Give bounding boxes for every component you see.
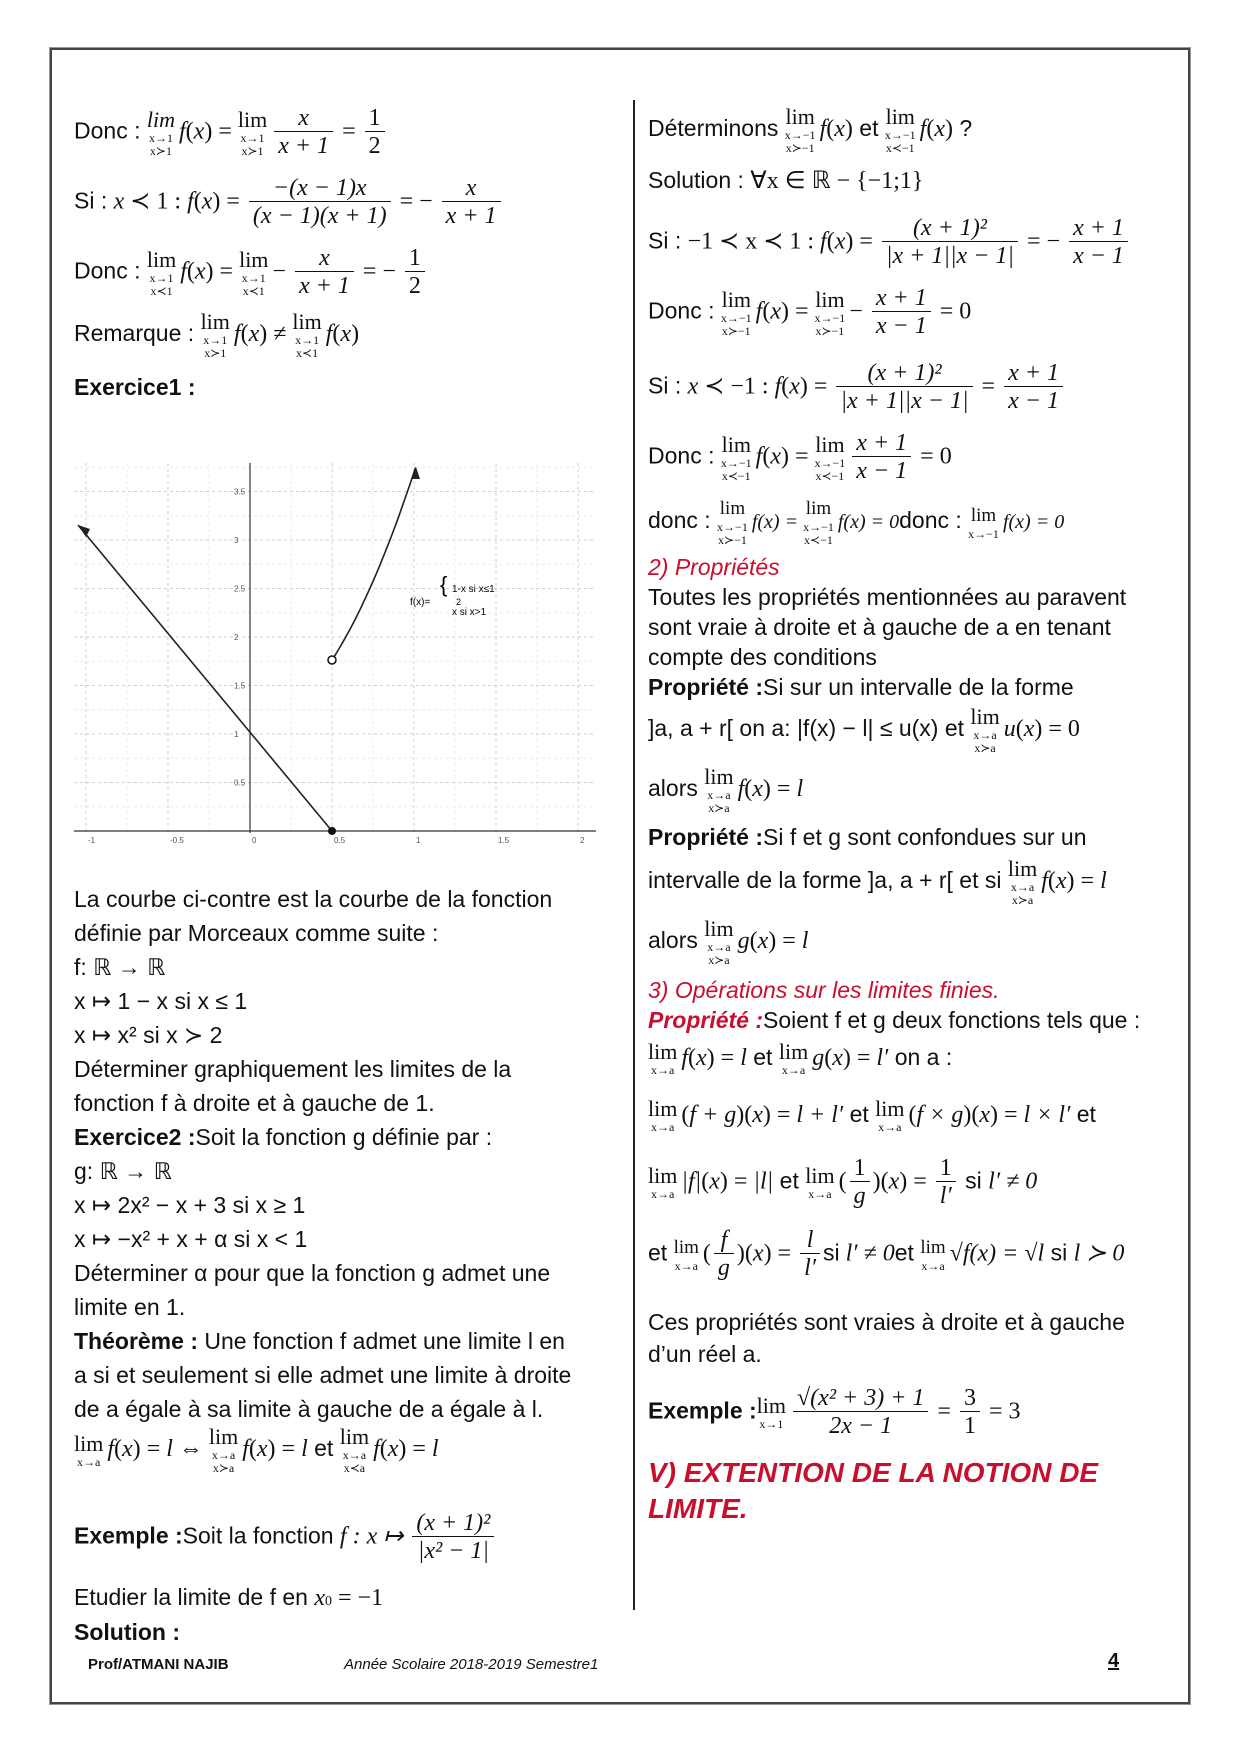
y-tick-label: 1 bbox=[234, 730, 239, 739]
y-tick-label: 3 bbox=[234, 536, 239, 545]
label: Si : bbox=[74, 187, 108, 214]
remarque-line: Remarque : lim x→1 x≻1 f(x) ≠ lim x→1 x≺1 f(x) bbox=[74, 309, 360, 360]
exemple-line: Exemple :Soit la fonction f : x ↦ $\frac{\text{(x + 1)²}}{\text{|x² − 1|}}$ bbox=[74, 1510, 497, 1565]
si-line-r2: Si : x ≺ −1 : f(x) = $\frac{\text{(x + 1)²}}{|x + 1||x - 1|}$ = $\frac{x + 1}{x - 1}$ bbox=[648, 360, 1066, 415]
prop3-abs: lim x→a |f|(x) = |l| et lim x→a ( $\frac{1}{g}$ )(x) = $\frac{1}{l'}$ si l′ ≠ 0 bbox=[648, 1155, 1038, 1209]
prop3-quot: et lim x→a ( $\frac{f}{g}$ )(x) = $\frac{l}{l'}$ si l′ ≠ 0et lim x→a √f(x) = √l si l ≻ 0 bbox=[648, 1227, 1125, 1281]
graph-grid bbox=[74, 463, 596, 833]
donc-line-r2: Donc : lim x→−1 x≺−1 f(x) = lim x→−1 x≺−1 $\frac{x + 1}{x - 1}$ = 0 bbox=[648, 430, 952, 484]
prop3-line bbox=[648, 1003, 1140, 1037]
x-tick-label: -0.5 bbox=[170, 836, 184, 845]
et: et bbox=[1076, 1101, 1096, 1127]
theoreme-text: de a égale à sa limite à gauche de a égale à l. bbox=[74, 1396, 544, 1422]
section-5-title: V) EXTENTION DE LA NOTION DE bbox=[648, 1457, 1099, 1488]
et: et bbox=[314, 1435, 334, 1462]
x-tick-label: 0.5 bbox=[334, 836, 346, 845]
ex1-text: définie par Morceaux comme suite : bbox=[74, 920, 439, 946]
si: si bbox=[823, 1239, 840, 1266]
ex1-text: La courbe ci-contre est la courbe de la fonction bbox=[74, 886, 553, 912]
et: et bbox=[859, 115, 879, 142]
section-2-title: 2) Propriétés bbox=[648, 554, 780, 580]
paragraph: sont vraie à droite et à gauche de a en tenant bbox=[648, 614, 1111, 640]
prop3-text: Soient f et g deux fonctions tels que : bbox=[763, 1007, 1141, 1033]
label: Donc : bbox=[74, 257, 141, 284]
exercice2-title: Exercice2 : bbox=[74, 1124, 196, 1150]
x-tick-label: 1 bbox=[416, 836, 421, 845]
alors: alors bbox=[648, 927, 698, 954]
graph-ticks bbox=[74, 488, 596, 846]
prop1-text: Si sur un intervalle de la forme bbox=[763, 674, 1074, 700]
et: et bbox=[849, 1101, 869, 1127]
label: donc : bbox=[899, 507, 962, 534]
et: et bbox=[779, 1167, 799, 1194]
label: Remarque : bbox=[74, 320, 195, 347]
exemple-title: Exemple : bbox=[648, 1397, 757, 1424]
y-tick-label: 3.5 bbox=[234, 487, 246, 497]
prop2-line2: intervalle de la forme ]a, a + r[ et si lim x→a x≻a f(x) = l bbox=[648, 856, 1107, 907]
ex2-def: x ↦ 2x² − x + 3 si x ≥ 1 bbox=[74, 1192, 306, 1218]
exercice2-line bbox=[74, 1120, 492, 1154]
alors-line-2: alors lim x→a x≻a g(x) = l bbox=[648, 916, 809, 967]
exemple-text: Soit la fonction bbox=[182, 1522, 334, 1549]
solution-title: Solution : bbox=[74, 1619, 181, 1645]
prop1-title: Propriété : bbox=[648, 674, 764, 700]
x-tick-label: 2 bbox=[580, 836, 585, 845]
legend-line: 1-x si x≤1 bbox=[452, 584, 495, 595]
prop2-text: Si f et g sont confondues sur un bbox=[763, 824, 1087, 850]
prop1-line2: ]a, a + r[ on a: |f(x) − l| ≤ u(x) et lim x→a x≻a u(x) = 0 bbox=[648, 704, 1080, 755]
parabola-curve bbox=[332, 467, 416, 660]
y-tick-label: 0.5 bbox=[234, 778, 246, 788]
label: donc : bbox=[648, 507, 711, 534]
x-tick-label: -1 bbox=[88, 836, 96, 845]
paragraph: Ces propriétés sont vraies à droite et à gauche bbox=[648, 1309, 1125, 1335]
alors: alors bbox=[648, 775, 698, 802]
legend-line: x si x>1 bbox=[452, 607, 487, 618]
column-divider bbox=[633, 100, 635, 1610]
theoreme-formula: lim x→a f(x) = l ⇔ lim x→a x≻a f(x) = l et lim x→a x≺a f(x) = l bbox=[74, 1424, 439, 1475]
prop3-title: Propriété : bbox=[648, 1007, 764, 1033]
label: Si : bbox=[648, 227, 682, 254]
prop2-line bbox=[648, 820, 1087, 854]
ex2-intro: Soit la fonction g définie par : bbox=[195, 1124, 493, 1150]
line-segment bbox=[78, 525, 332, 831]
etudier-text: Etudier la limite de f en bbox=[74, 1584, 308, 1610]
ex1-def: f: ℝ → ℝ bbox=[74, 954, 166, 980]
exemple-r-line: Exemple : lim x→1 $\frac{\text{√(x² + 3) + 1}}{2x - 1}$ = $\frac{3}{1}$ = 3 bbox=[648, 1385, 1021, 1439]
page-number: 4 bbox=[1108, 1650, 1120, 1672]
footer-year: Année Scolaire 2018-2019 Semestre1 bbox=[344, 1656, 599, 1673]
y-tick-label: 1.5 bbox=[234, 681, 246, 691]
ex1-question: Déterminer graphiquement les limites de la bbox=[74, 1056, 512, 1082]
alors-line-1: alors lim x→a x≻a f(x) = l bbox=[648, 764, 804, 815]
prop1-line bbox=[648, 670, 1074, 704]
section-3-title: 3) Opérations sur les limites finies. bbox=[648, 977, 1000, 1003]
function-graph bbox=[74, 455, 596, 845]
text: Solution : bbox=[648, 167, 744, 193]
legend-f: f(x)= bbox=[410, 597, 431, 608]
et: et bbox=[648, 1239, 668, 1266]
prop2-text: intervalle de la forme ]a, a + r[ et si bbox=[648, 867, 1002, 894]
arrow-left-icon bbox=[78, 525, 90, 537]
closed-point bbox=[328, 827, 336, 835]
prop3-sum: lim x→a (f + g)(x) = l + l′ et lim x→a (f × g)(x) = l × l′ et bbox=[648, 1096, 1096, 1135]
y-tick-label: 2.5 bbox=[234, 584, 246, 594]
ex2-question: limite en 1. bbox=[74, 1294, 186, 1320]
label: Donc : bbox=[648, 297, 715, 324]
prop2-title: Propriété : bbox=[648, 824, 764, 850]
theoreme-text: Une fonction f admet une limite l en bbox=[197, 1328, 565, 1354]
donc-line-r3: donc : lim x→−1 x≻−1 f(x) = lim x→−1 x≺−1 f(x) = 0donc : lim x→−1 f(x) = 0 bbox=[648, 498, 1065, 547]
theoreme-title: Théorème : bbox=[74, 1328, 198, 1354]
donc-line-1: Donc : lim x→1 x≻1 f(x) = lim x→1 x≻1 $\frac{x}{x + 1}$ = $\frac{1}{2}$ bbox=[74, 105, 388, 160]
si: si bbox=[1050, 1239, 1068, 1266]
determinons-line: Déterminons lim x→−1 x≻−1 f(x) et lim x→−1 x≺−1 f(x) ? bbox=[648, 104, 973, 155]
ex2-def: g: ℝ → ℝ bbox=[74, 1158, 172, 1184]
donc-line-2: Donc : lim x→1 x≺1 f(x) = lim x→1 x≺1 − $\frac{x}{x + 1}$ = − $\frac{1}{2}$ bbox=[74, 245, 428, 300]
exemple-title: Exemple : bbox=[74, 1522, 183, 1549]
legend-line: 2 bbox=[456, 597, 462, 607]
prop1-text: ]a, a + r[ on a: |f(x) − l| ≤ u(x) et bbox=[648, 715, 965, 742]
si-line-1: Si : x ≺ 1 : f(x) = $\frac{-(x - 1)x}{(x - 1)(x + 1)}$ = − $\frac{x}{x + 1}$ bbox=[74, 175, 504, 230]
ex1-def: x ↦ x² si x ≻ 2 bbox=[74, 1022, 223, 1048]
paragraph: compte des conditions bbox=[648, 644, 877, 670]
legend-brace: { bbox=[440, 572, 448, 597]
etudier-line: Etudier la limite de f en x0 = −1 bbox=[74, 1584, 384, 1611]
ex2-def: x ↦ −x² + x + α si x < 1 bbox=[74, 1226, 308, 1252]
qmark: ? bbox=[959, 115, 973, 142]
paragraph: d’un réel a. bbox=[648, 1341, 762, 1367]
label: Donc : bbox=[648, 442, 715, 469]
et: et bbox=[894, 1239, 914, 1266]
x-tick-label: 0 bbox=[252, 836, 257, 845]
et: et bbox=[753, 1044, 773, 1070]
theoreme-line bbox=[74, 1324, 565, 1358]
footer-author: Prof/ATMANI NAJIB bbox=[88, 1656, 229, 1673]
section-5-title: LIMITE. bbox=[648, 1493, 748, 1524]
open-point bbox=[328, 656, 336, 664]
solution-line: Solution : ∀x ∈ ℝ − {−1;1} bbox=[648, 167, 924, 194]
y-tick-label: 2 bbox=[234, 633, 239, 642]
ex2-question: Déterminer α pour que la fonction g admet une bbox=[74, 1260, 551, 1286]
ex1-question: fonction f à droite et à gauche de 1. bbox=[74, 1090, 435, 1116]
ex1-def: x ↦ 1 − x si x ≤ 1 bbox=[74, 988, 248, 1014]
si-line-r1: Si : −1 ≺ x ≺ 1 : f(x) = $\frac{\text{(x + 1)²}}{|x + 1||x - 1|}$ = − $\frac{x + 1}{x - 1}$ bbox=[648, 215, 1131, 270]
paragraph: Toutes les propriétés mentionnées au paravent bbox=[648, 584, 1127, 610]
label: Donc : bbox=[74, 117, 141, 144]
on-a: on a : bbox=[894, 1044, 953, 1070]
prop3-cond: lim x→a f(x) = l et lim x→a g(x) = l′ on a : bbox=[648, 1039, 953, 1078]
text: Déterminons bbox=[648, 115, 779, 142]
exercice1-title: Exercice1 : bbox=[74, 374, 196, 400]
donc-line-r1: Donc : lim x→−1 x≻−1 f(x) = lim x→−1 x≻−1 − $\frac{x + 1}{x - 1}$ = 0 bbox=[648, 285, 972, 339]
x-tick-label: 1.5 bbox=[498, 836, 510, 845]
si: si bbox=[965, 1167, 982, 1194]
theoreme-text: a si et seulement si elle admet une limite à droite bbox=[74, 1362, 572, 1388]
label: Si : bbox=[648, 372, 682, 399]
graph-legend bbox=[410, 572, 495, 618]
